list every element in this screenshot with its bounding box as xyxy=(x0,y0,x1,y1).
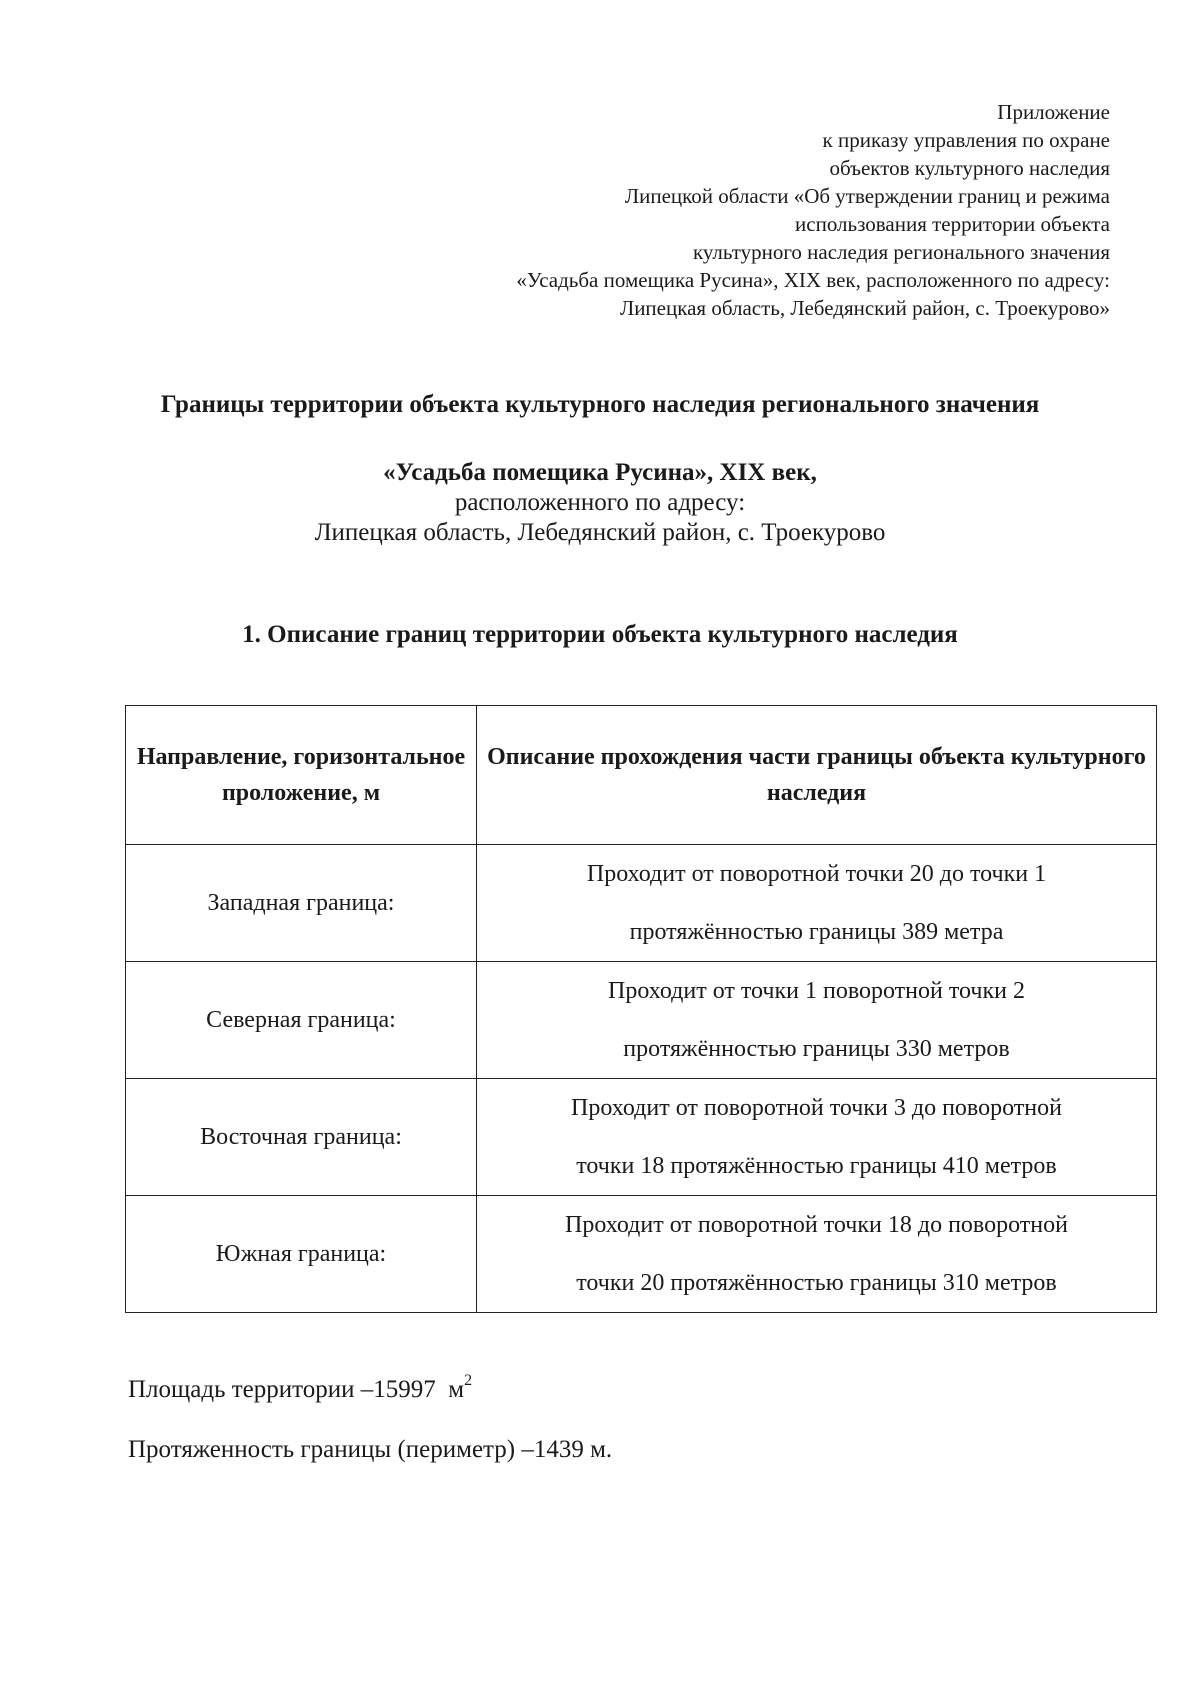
appendix-line: Липецкая область, Лебедянский район, с. Троекурово» xyxy=(619,296,1110,320)
row-description-line: протяжённостью границы 330 метров xyxy=(623,1036,1010,1062)
appendix-line: использования территории объекта xyxy=(795,212,1110,236)
object-address: Липецкая область, Лебедянский район, с. Троекурово xyxy=(314,519,886,546)
row-direction: Восточная граница: xyxy=(126,1079,477,1196)
header-description: Описание прохождения части границы объекта культурного наследия xyxy=(477,706,1157,845)
row-description-line: точки 20 протяжённостью границы 310 метров xyxy=(576,1270,1057,1296)
appendix-header xyxy=(350,98,1110,322)
object-address-label: расположенного по адресу: xyxy=(454,489,746,516)
row-description-line: Проходит от поворотной точки 18 до поворотной xyxy=(565,1212,1068,1238)
appendix-line: объектов культурного наследия xyxy=(829,156,1110,180)
table-header-row xyxy=(126,706,1157,845)
table-row xyxy=(126,1196,1157,1313)
object-name: «Усадьба помещика Русина», XIX век, xyxy=(383,459,817,486)
table-row xyxy=(126,962,1157,1079)
boundaries-table xyxy=(125,705,1157,1313)
row-description xyxy=(477,1079,1157,1196)
row-description-line: Проходит от точки 1 поворотной точки 2 xyxy=(608,978,1025,1004)
appendix-line: Приложение xyxy=(997,100,1110,124)
object-info xyxy=(0,458,1200,548)
row-direction: Западная граница: xyxy=(126,845,477,962)
area-unit-exponent: 2 xyxy=(464,1372,473,1389)
appendix-line: Липецкой области «Об утверждении границ и режима xyxy=(624,184,1110,208)
row-description-line: точки 18 протяжённостью границы 410 метров xyxy=(576,1153,1057,1179)
row-description xyxy=(477,1196,1157,1313)
summary xyxy=(128,1372,613,1495)
table-row xyxy=(126,1079,1157,1196)
row-description-line: Проходит от поворотной точки 20 до точки 1 xyxy=(586,861,1047,887)
area-value: 15997 xyxy=(373,1376,436,1403)
section-title: 1. Описание границ территории объекта культурного наследия xyxy=(242,621,958,648)
row-description xyxy=(477,845,1157,962)
document-title: Границы территории объекта культурного наследия регионального значения xyxy=(160,391,1040,418)
area-line xyxy=(128,1372,612,1405)
row-direction: Южная граница: xyxy=(126,1196,477,1313)
table-row xyxy=(126,845,1157,962)
appendix-line: культурного наследия регионального значения xyxy=(692,240,1110,264)
row-description-line: протяжённостью границы 389 метра xyxy=(629,919,1004,945)
appendix-line: к приказу управления по охране xyxy=(822,128,1110,152)
area-unit: м xyxy=(448,1376,465,1403)
appendix-line: «Усадьба помещика Русина», XIX век, расположенного по адресу: xyxy=(516,268,1110,292)
row-description xyxy=(477,962,1157,1079)
perimeter-line: Протяженность границы (периметр) –1439 м. xyxy=(128,1436,613,1463)
row-direction: Северная граница: xyxy=(126,962,477,1079)
header-direction: Направление, горизонтальное проложение, м xyxy=(126,706,477,845)
row-description-line: Проходит от поворотной точки 3 до поворотной xyxy=(571,1095,1062,1121)
area-label: Площадь территории – xyxy=(128,1376,374,1403)
